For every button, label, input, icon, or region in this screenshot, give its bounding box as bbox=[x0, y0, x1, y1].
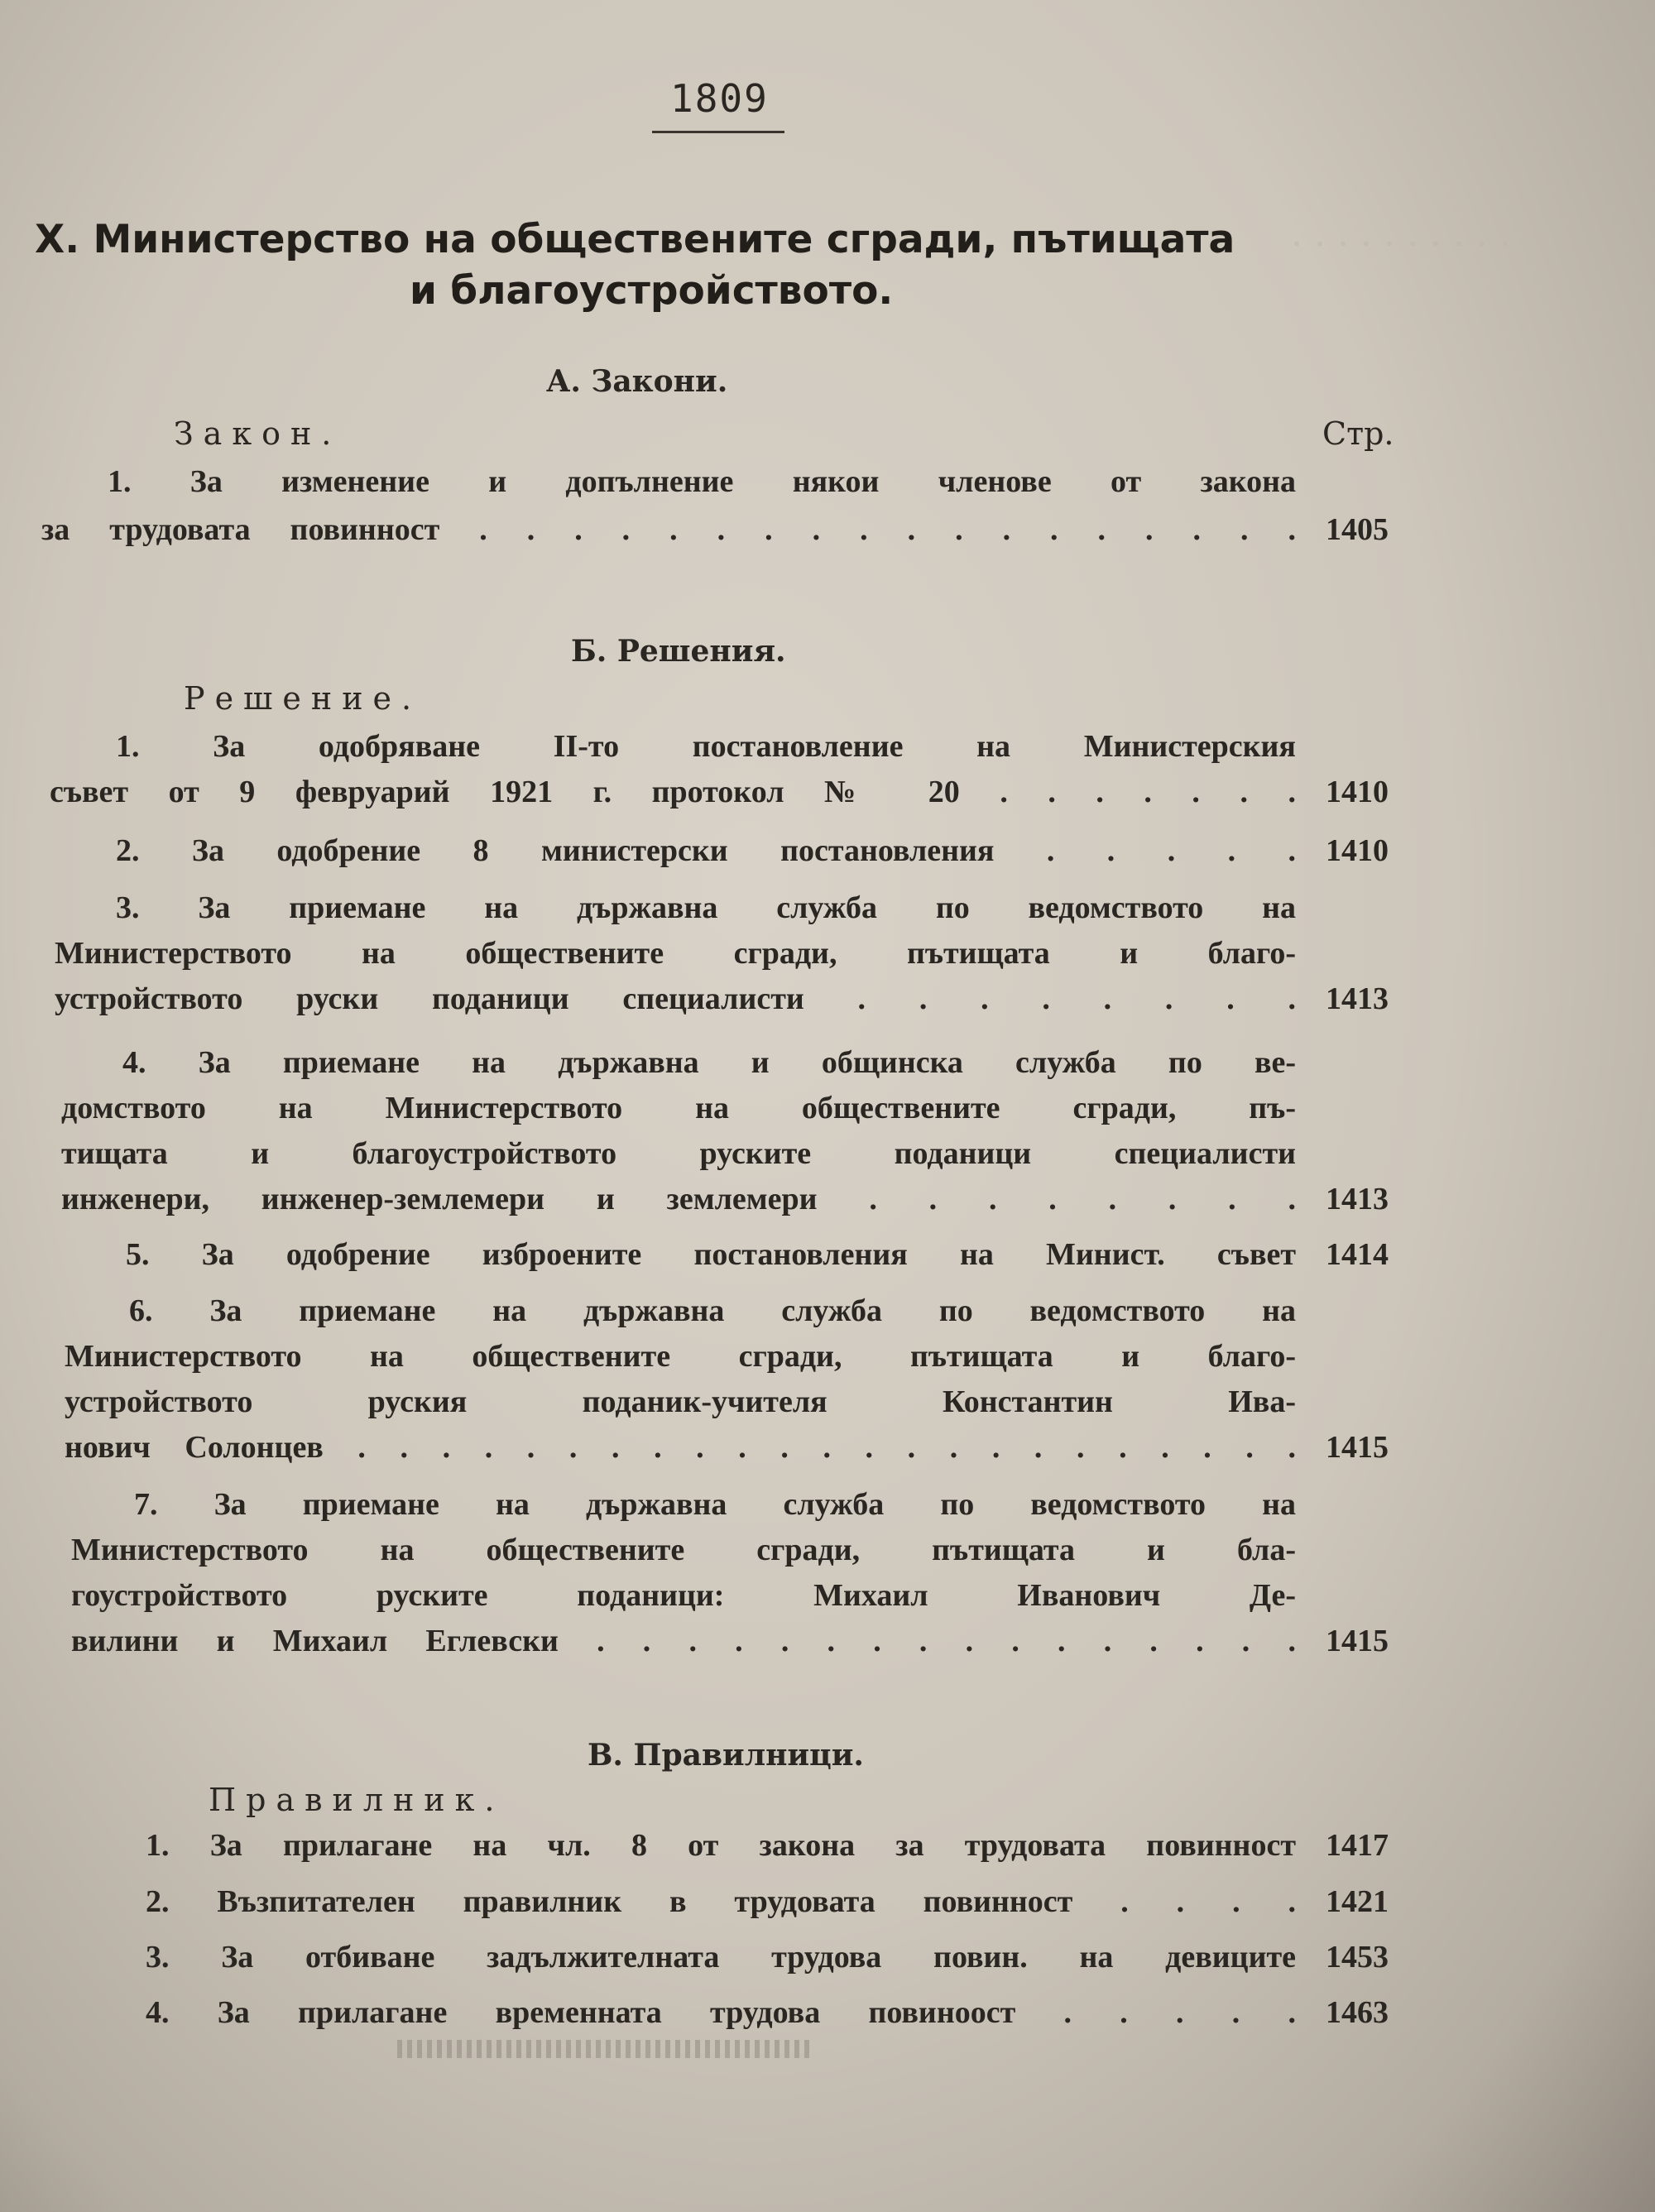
section-b-entry-6-line1: 6. За приемане на държавна служба по ведомството на bbox=[129, 1293, 1296, 1328]
section-b-label: Решение. bbox=[184, 680, 422, 717]
section-a-entry-1-page: 1405 bbox=[1326, 512, 1389, 547]
section-b-entry-2-line1: 2. За одобрение 8 министерски постановления . . . . . bbox=[116, 833, 1296, 868]
section-c-entry-4: 4. За прилагане временната трудова повиноост . . . . . bbox=[146, 1995, 1296, 2030]
ink-smudge bbox=[397, 2040, 811, 2058]
section-b-entry-7-line2: Министерството на обществените сгради, пътищата и бла- bbox=[71, 1533, 1296, 1567]
section-b-entry-3-line3: устройството руски поданици специалисти . . . . . . . . bbox=[55, 981, 1296, 1016]
section-c-entry-4-page: 1463 bbox=[1326, 1995, 1389, 2030]
section-a-entry-1-line1: 1. За изменение и допълнение някои членове от закона bbox=[108, 464, 1296, 499]
section-b-entry-7-page: 1415 bbox=[1326, 1624, 1389, 1658]
section-b-entry-3-line2: Министерството на обществените сгради, пътищата и благо- bbox=[55, 936, 1296, 971]
section-c-entry-1-page: 1417 bbox=[1326, 1828, 1389, 1863]
section-b-entry-6-page: 1415 bbox=[1326, 1430, 1389, 1465]
section-b-entry-4-page: 1413 bbox=[1326, 1182, 1389, 1216]
bleed-through-text: · · · · · · · · · · bbox=[1291, 223, 1511, 266]
section-b-entry-7-line1: 7. За приемане на държавна служба по ведомството на bbox=[134, 1487, 1296, 1522]
section-b-entry-2-page: 1410 bbox=[1326, 833, 1389, 868]
section-b-entry-7-line3: гоустройството руските поданици: Михаил Иванович Де- bbox=[71, 1578, 1296, 1613]
section-c-label: Правилник. bbox=[209, 1782, 505, 1818]
section-b-entry-1-page: 1410 bbox=[1326, 775, 1389, 809]
section-b-heading: Б. Решения. bbox=[571, 634, 786, 669]
section-a-heading: А. Закони. bbox=[546, 364, 728, 399]
page-column-label: Стр. bbox=[1322, 415, 1394, 452]
section-b-entry-6-line3: устройството руския поданик-учителя Константин Ива- bbox=[65, 1384, 1296, 1419]
section-b-entry-3-page: 1413 bbox=[1326, 981, 1389, 1016]
section-c-entry-1: 1. За прилагане на чл. 8 от закона за трудовата повинност bbox=[146, 1828, 1296, 1863]
section-b-entry-4-line1: 4. За приемане на държавна и общинска служба по ве- bbox=[122, 1045, 1296, 1080]
section-b-entry-5-page: 1414 bbox=[1326, 1237, 1389, 1272]
section-b-entry-3-line1: 3. За приемане на държавна служба по ведомството на bbox=[116, 890, 1296, 925]
section-a-label: Закон. bbox=[174, 415, 342, 452]
section-c-heading: В. Правилници. bbox=[588, 1738, 864, 1773]
section-b-entry-1-line1: 1. За одобряване II-то постановление на Министерския bbox=[116, 729, 1296, 764]
section-b-entry-4-line3: тищата и благоустройството руските поданици специалисти bbox=[61, 1136, 1296, 1171]
chapter-title-line1: X. Министерство на обществените сгради, пътищата bbox=[35, 217, 1235, 262]
section-c-entry-2-page: 1421 bbox=[1326, 1884, 1389, 1919]
section-b-entry-1-line2: съвет от 9 февруарий 1921 г. протокол № 20 . . . . . . . bbox=[50, 775, 1296, 809]
section-b-entry-5-line1: 5. За одобрение изброените постановления на Минист. съвет bbox=[126, 1237, 1296, 1272]
section-a-entry-1-line2: за трудовата повинност . . . . . . . . . . . . . . . . . . bbox=[41, 512, 1296, 547]
section-c-entry-2: 2. Възпитателен правилник в трудовата повинност . . . . bbox=[146, 1884, 1296, 1919]
section-b-entry-4-line4: инженери, инженер-землемери и землемери . . . . . . . . bbox=[61, 1182, 1296, 1216]
page-number: 1809 bbox=[670, 76, 769, 121]
section-b-entry-6-line2: Министерството на обществените сгради, пътищата и благо- bbox=[65, 1339, 1296, 1374]
section-c-entry-3-page: 1453 bbox=[1326, 1940, 1389, 1974]
section-b-entry-4-line2: домството на Министерството на обществените сгради, пъ- bbox=[61, 1091, 1296, 1125]
page-number-rule bbox=[652, 131, 784, 133]
chapter-title-line2: и благоустройството. bbox=[410, 268, 894, 314]
section-b-entry-7-line4: вилини и Михаил Еглевски . . . . . . . . . . . . . . . . bbox=[71, 1624, 1296, 1658]
section-b-entry-6-line4: нович Солонцев . . . . . . . . . . . . . . . . . . . . . . . bbox=[65, 1430, 1296, 1465]
section-c-entry-3: 3. За отбиване задължителната трудова повин. на девиците bbox=[146, 1940, 1296, 1974]
